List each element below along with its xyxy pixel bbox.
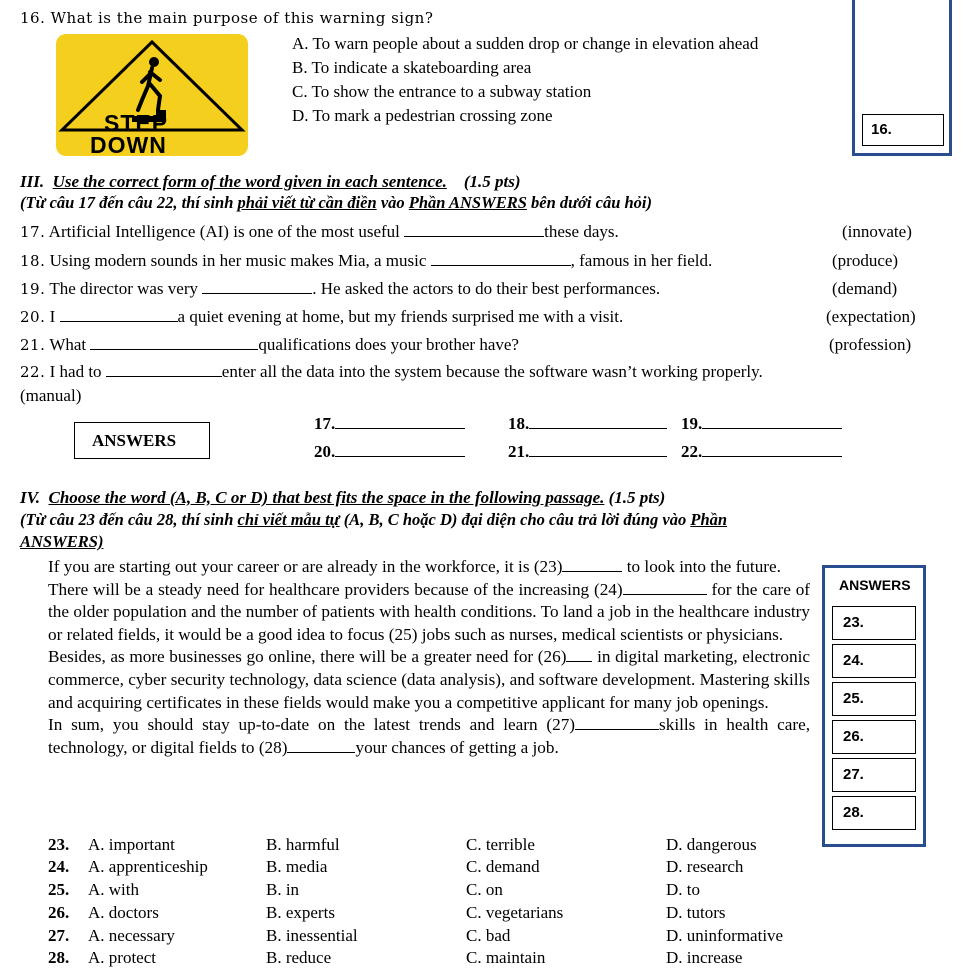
passage-p3: Besides, as more businesses go online, there will be a greater need for (26) in digital marketing, electronic commerce, cyber security technology, data science (data analysis), and software development. Mastering skills and acquiring certificates in these fields would make you a competitive applicant for many job openings. — [48, 647, 810, 712]
sign-text-line1: STEP — [104, 110, 169, 136]
option-24c: C. demand — [466, 857, 540, 876]
option-28b: B. reduce — [266, 948, 332, 967]
option-23d: D. dangerous — [666, 835, 757, 854]
option-25d: D. to — [666, 880, 700, 899]
section-4-heading: IV. Choose the word (A, B, C or D) that best fits the space in the following passage. (1.5 pts) — [20, 488, 666, 507]
option-16a: A. To warn people about a sudden drop or change in elevation ahead — [292, 34, 759, 53]
option-27c: C. bad — [466, 926, 511, 945]
hint-19: (demand) — [832, 279, 898, 298]
option-row-26-num: 26. — [48, 903, 70, 922]
passage — [48, 556, 810, 759]
section-3-instruction: (Từ câu 17 đến câu 22, thí sinh phải viết từ cần điền vào Phần ANSWERS bên dưới câu hỏi) — [20, 193, 653, 212]
hint-17: (innovate) — [842, 222, 912, 241]
option-24d: D. research — [666, 857, 744, 876]
answer-slot-18[interactable]: 18. — [508, 414, 667, 434]
answer-box-24[interactable]: 24. — [832, 644, 916, 678]
option-23b: B. harmful — [266, 835, 340, 854]
option-row-25-num: 25. — [48, 880, 70, 899]
hint-20: (expectation) — [826, 307, 916, 326]
answer-box-25[interactable]: 25. — [832, 682, 916, 716]
passage-p2: There will be a steady need for healthcare providers because of the increasing (24) for the care of the older population and the number of patients with health conditions. To land a job in the healthcare industry or related fields, it would be a good idea to focus (25) jobs such as nurses, medical scientists or physicians. — [48, 579, 811, 644]
answer-slot-19[interactable]: 19. — [681, 414, 842, 434]
section-4-instruction: (Từ câu 23 đến câu 28, thí sinh chỉ viết mẫu tự (A, B, C hoặc D) đại diện cho câu trả lời đúng vào Phần — [20, 510, 728, 529]
option-25a: A. with — [88, 880, 139, 899]
option-16b: B. To indicate a skateboarding area — [292, 58, 532, 77]
item-20: 20. I a quiet evening at home, but my friends surprised me with a visit. — [20, 307, 624, 326]
option-row-24-num: 24. — [48, 857, 70, 876]
answer-box-27[interactable]: 27. — [832, 758, 916, 792]
hint-21: (profession) — [829, 335, 912, 354]
answer-slot-20[interactable]: 20. — [314, 442, 465, 462]
answers-label-box-3: ANSWERS — [74, 422, 210, 459]
option-28d: D. increase — [666, 948, 743, 967]
answer-box-23[interactable]: 23. — [832, 606, 916, 640]
option-26a: A. doctors — [88, 903, 159, 922]
option-26d: D. tutors — [666, 903, 726, 922]
passage-p4: In sum, you should stay up-to-date on the latest trends and learn (27) skills in health care, technology, or digital fields to (28) your chances of getting a job. — [48, 715, 810, 757]
option-row-28-num: 28. — [48, 948, 70, 967]
option-28a: A. protect — [88, 948, 156, 967]
option-23a: A. important — [88, 835, 175, 854]
option-28c: C. maintain — [466, 948, 546, 967]
option-23c: C. terrible — [466, 835, 535, 854]
answer-slot-17[interactable]: 17. — [314, 414, 465, 434]
answer-slot-21[interactable]: 21. — [508, 442, 667, 462]
option-24a: A. apprenticeship — [88, 857, 208, 876]
answer-box-28[interactable]: 28. — [832, 796, 916, 830]
option-27a: A. necessary — [88, 926, 175, 945]
question-16-text: 16. What is the main purpose of this warning sign? — [20, 9, 434, 27]
option-26b: B. experts — [266, 903, 335, 922]
item-22: 22. I had to enter all the data into the system because the software wasn’t working properly. — [20, 362, 763, 381]
section-4-instruction-cont: ANSWERS) — [20, 532, 104, 551]
option-25b: B. in — [266, 880, 300, 899]
question-16-options — [292, 32, 758, 128]
hint-22: (manual) — [20, 386, 82, 405]
hint-18: (produce) — [832, 251, 899, 270]
option-24b: B. media — [266, 857, 328, 876]
answer-box-26[interactable]: 26. — [832, 720, 916, 754]
item-17: 17. Artificial Intelligence (AI) is one of the most useful these days. — [20, 222, 619, 241]
option-26c: C. vegetarians — [466, 903, 564, 922]
item-18: 18. Using modern sounds in her music makes Mia, a music , famous in her field. — [20, 251, 713, 270]
answers-label-4: ANSWERS — [839, 577, 911, 593]
answer-box-16[interactable]: 16. — [862, 114, 944, 146]
option-25c: C. on — [466, 880, 503, 899]
answer-slot-22[interactable]: 22. — [681, 442, 842, 462]
sign-text-line2: DOWN — [90, 132, 167, 156]
step-down-sign — [56, 34, 248, 156]
passage-p1: If you are starting out your career or are already in the workforce, it is (23) to look into the future. — [48, 557, 781, 576]
section-3-heading: III. Use the correct form of the word given in each sentence. (1.5 pts) — [20, 172, 521, 191]
item-19: 19. The director was very . He asked the actors to do their best performances. — [20, 279, 661, 298]
option-16c: C. To show the entrance to a subway station — [292, 82, 592, 101]
option-27d: D. uninformative — [666, 926, 784, 945]
option-row-23-num: 23. — [48, 835, 70, 854]
option-16d: D. To mark a pedestrian crossing zone — [292, 106, 553, 125]
option-row-27-num: 27. — [48, 926, 70, 945]
item-21: 21. What qualifications does your brother have? — [20, 335, 519, 354]
option-27b: B. inessential — [266, 926, 358, 945]
